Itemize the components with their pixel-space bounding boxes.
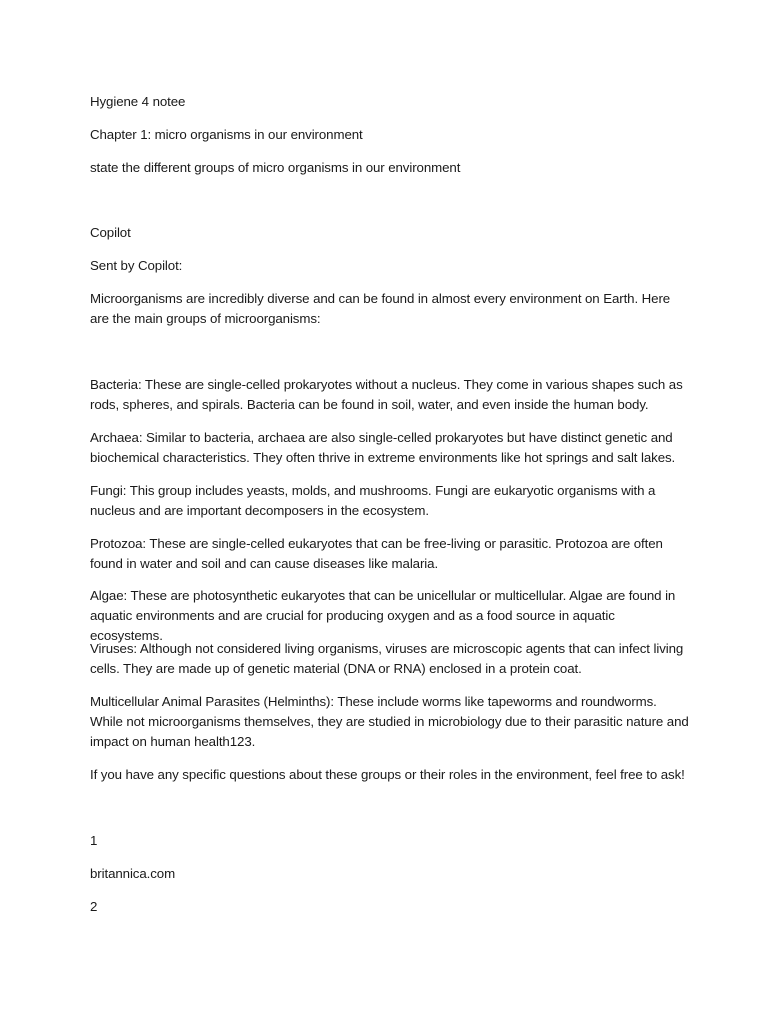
sent-by-label: Sent by Copilot:: [90, 258, 183, 273]
group-bacteria: Bacteria: These are single-celled prokaryotes without a nucleus. They come in various shapes such as rods, spheres, and spirals. Bacteria can be found in soil, water, and even inside the human body.: [90, 377, 683, 412]
document-title: Hygiene 4 notee: [90, 94, 186, 109]
footnote-source-link[interactable]: britannica.com: [90, 866, 176, 881]
closing-paragraph: If you have any specific questions about these groups or their roles in the environment, feel free to ask!: [90, 767, 685, 782]
footnote-1: 1: [90, 833, 98, 848]
question-text: state the different groups of micro organisms in our environment: [90, 160, 461, 175]
chapter-heading: Chapter 1: micro organisms in our environment: [90, 127, 363, 142]
group-algae: Algae: These are photosynthetic eukaryotes that can be unicellular or multicellular. Algae are found in aquatic environments and are crucial for producing oxygen and as a food source in aquatic ecosystems.: [90, 588, 676, 643]
group-viruses: Viruses: Although not considered living organisms, viruses are microscopic agents that can infect living cells. They are made up of genetic material (DNA or RNA) enclosed in a protein coat.: [90, 641, 684, 676]
group-helminths: Multicellular Animal Parasites (Helminths): These include worms like tapeworms and roundworms. While not microorganisms themselves, they are studied in microbiology due to their parasitic nature and impact on human health123.: [90, 694, 689, 749]
group-archaea: Archaea: Similar to bacteria, archaea are also single-celled prokaryotes but have distinct genetic and biochemical characteristics. They often thrive in extreme environments like hot springs and salt lakes.: [90, 430, 676, 465]
intro-paragraph: Microorganisms are incredibly diverse and can be found in almost every environment on Earth. Here are the main groups of microorganisms:: [90, 291, 671, 326]
footnote-2: 2: [90, 899, 98, 914]
group-fungi: Fungi: This group includes yeasts, molds, and mushrooms. Fungi are eukaryotic organisms with a nucleus and are important decomposers in the ecosystem.: [90, 483, 656, 518]
group-protozoa: Protozoa: These are single-celled eukaryotes that can be free-living or parasitic. Protozoa are often found in water and soil and can cause diseases like malaria.: [90, 536, 663, 571]
assistant-name: Copilot: [90, 225, 131, 240]
